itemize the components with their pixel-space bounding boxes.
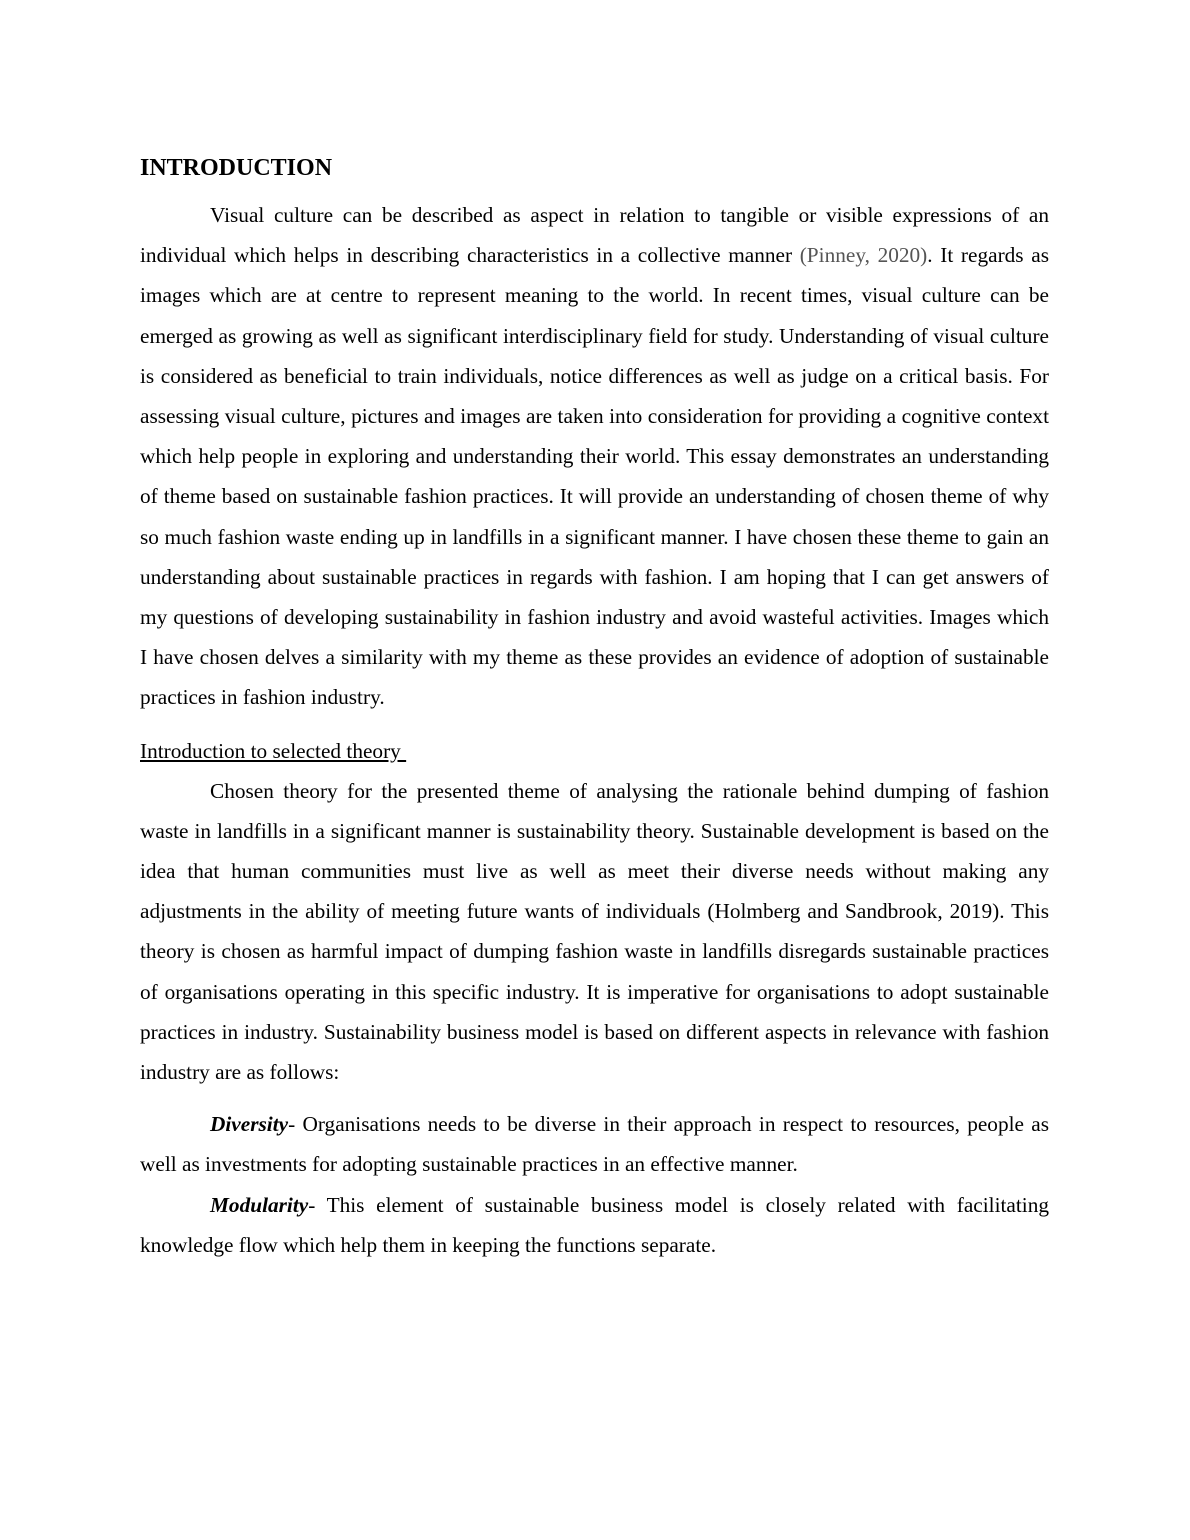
document-body xyxy=(140,148,1049,1265)
aspect-text: - Organisations needs to be diverse in their approach in respect to resources, people as well as investments for adopting sustainable practices in an effective manner. xyxy=(140,1112,1049,1177)
theory-paragraph: Chosen theory for the presented theme of analysing the rationale behind dumping of fashion waste in landfills in a significant manner is sustainability theory. Sustainable development is based on the idea that human communities must live as well as meet their diverse needs without making any adjustments in the ability of meeting future wants of individuals (Holmberg and Sandbrook, 2019). This theory is chosen as harmful impact of dumping fashion waste in landfills disregards sustainable practices of organisations operating in this specific industry. It is imperative for organisations to adopt sustainable practices in industry. Sustainability business model is based on different aspects in relevance with fashion industry are as follows: xyxy=(140,778,1049,1085)
citation: (Pinney, 2020) xyxy=(799,243,928,268)
intro-text-end: . It regards as images which are at centre to represent meaning to the world. In recent times, visual culture can be emerged as growing as well as significant interdisciplinary field for study. Understanding of visual culture is considered as beneficial to train individuals, notice differences as well as judge on a critical basis. For assessing visual culture, pictures and images are taken into consideration for providing a cognitive context which help people in exploring and understanding their world. This essay demonstrates an understanding of theme based on sustainable fashion practices. It will provide an understanding of chosen theme of why so much fashion waste ending up in landfills in a significant manner. I have chosen these theme to gain an understanding about sustainable practices in regards with fashion. I am hoping that I can get answers of my questions of developing sustainability in fashion industry and avoid wasteful activities. Images which I have chosen delves a similarity with my theme as these provides an evidence of adoption of sustainable practices in fashion industry. xyxy=(140,243,1050,710)
aspect-diversity xyxy=(140,1104,1049,1184)
subheading: Introduction to selected theory xyxy=(140,738,407,763)
aspect-term: Diversity xyxy=(210,1112,289,1137)
intro-paragraph xyxy=(140,195,1049,718)
intro-text-start: Visual culture can be described as aspect in relation to tangible or visible expressions of an individual which helps in describing characteristics in a collective manner xyxy=(140,203,1049,268)
aspect-term: Modularity xyxy=(210,1192,309,1217)
aspect-text: - This element of sustainable business model is closely related with facilitating knowledge flow which help them in keeping the functions separate. xyxy=(140,1192,1049,1257)
aspect-modularity xyxy=(140,1185,1049,1265)
section-heading: INTRODUCTION xyxy=(140,155,333,181)
